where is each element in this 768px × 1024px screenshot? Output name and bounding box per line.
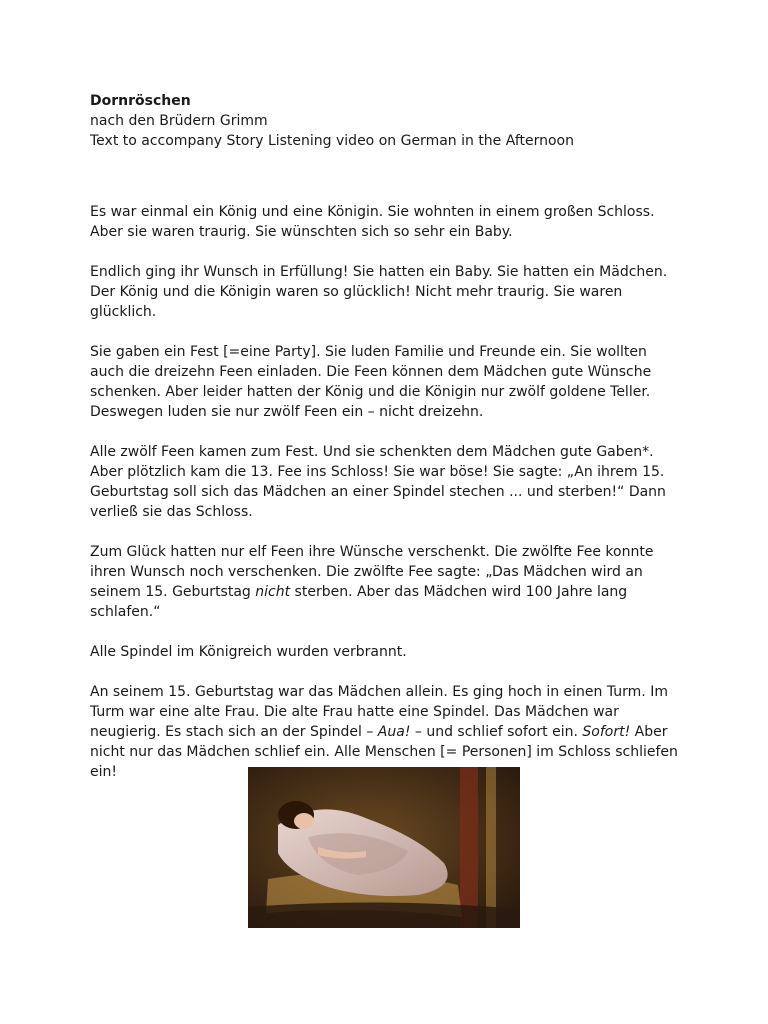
paragraph-text: Alle zwölf Feen kamen zum Fest. Und sie schenkten dem Mädchen gute Gaben*. Aber plötzlich kam die 13. Fee ins Schloss! Sie war böse! Sie sagte: „An ihrem 15. Geburtstag soll sich das Mädchen an einer Spindel stechen ... und sterben!“ Dann verließ sie das Schloss. [90, 444, 666, 520]
emphasized-text: Sofort! [582, 724, 631, 740]
story-body [90, 202, 680, 782]
paragraph-text: An seinem 15. Geburtstag war das Mädchen allein. Es ging hoch in einen Turm. Im Turm war eine alte Frau. Die alte Frau hatte eine Spindel. Das Mädchen war neugierig. Es stach sich an der Spindel – [90, 684, 668, 740]
story-illustration [248, 767, 520, 928]
paragraph-text: Es war einmal ein König und eine Königin. Sie wohnten in einem großen Schloss. Aber sie waren traurig. Sie wünschten sich so sehr ein Baby. [90, 204, 655, 240]
document-subtitle: nach den Brüdern Grimm [90, 113, 268, 129]
painting-floor [248, 902, 520, 928]
document-page [90, 91, 680, 802]
story-paragraph [90, 202, 680, 242]
story-paragraph [90, 542, 680, 622]
paragraph-text: Aber nicht nur das Mädchen schlief ein. Alle Menschen [= Personen] im Schloss schliefen ein! [90, 724, 678, 780]
painting-column [486, 767, 496, 928]
story-paragraph [90, 342, 680, 422]
paragraph-text: Sie gaben ein Fest [=eine Party]. Sie luden Familie und Freunde ein. Sie wollten auch die dreizehn Feen einladen. Die Feen können dem Mädchen gute Wünsche schenken. Aber leider hatten der König und die Königin nur zwölf goldene Teller. Deswegen luden sie nur zwölf Feen ein – nicht dreizehn. [90, 344, 652, 420]
painting-drapery-right [460, 767, 478, 928]
document-note: Text to accompany Story Listening video on German in the Afternoon [90, 133, 574, 149]
painting-face [294, 813, 314, 829]
paragraph-text: Alle Spindel im Königreich wurden verbrannt. [90, 644, 407, 660]
paragraph-text: sterben. Aber das Mädchen wird 100 Jahre lang schlafen.“ [90, 584, 628, 620]
emphasized-text: nicht [255, 584, 291, 600]
paragraph-text: Zum Glück hatten nur elf Feen ihre Wünsche verschenkt. Die zwölfte Fee konnte ihren Wunsch noch verschenken. Die zwölfte Fee sagte: „Das Mädchen wird an seinem 15. Geburtstag [90, 544, 654, 600]
story-paragraph [90, 642, 680, 662]
paragraph-text: – und schlief sofort ein. [410, 724, 583, 740]
emphasized-text: Aua! [377, 724, 411, 740]
story-paragraph [90, 262, 680, 322]
paragraph-text: Endlich ging ihr Wunsch in Erfüllung! Sie hatten ein Baby. Sie hatten ein Mädchen. Der König und die Königin waren so glücklich! Nicht mehr traurig. Sie waren glücklich. [90, 264, 668, 320]
sleeping-princess-painting [248, 767, 520, 928]
story-paragraph [90, 442, 680, 522]
document-title: Dornröschen [90, 93, 191, 109]
